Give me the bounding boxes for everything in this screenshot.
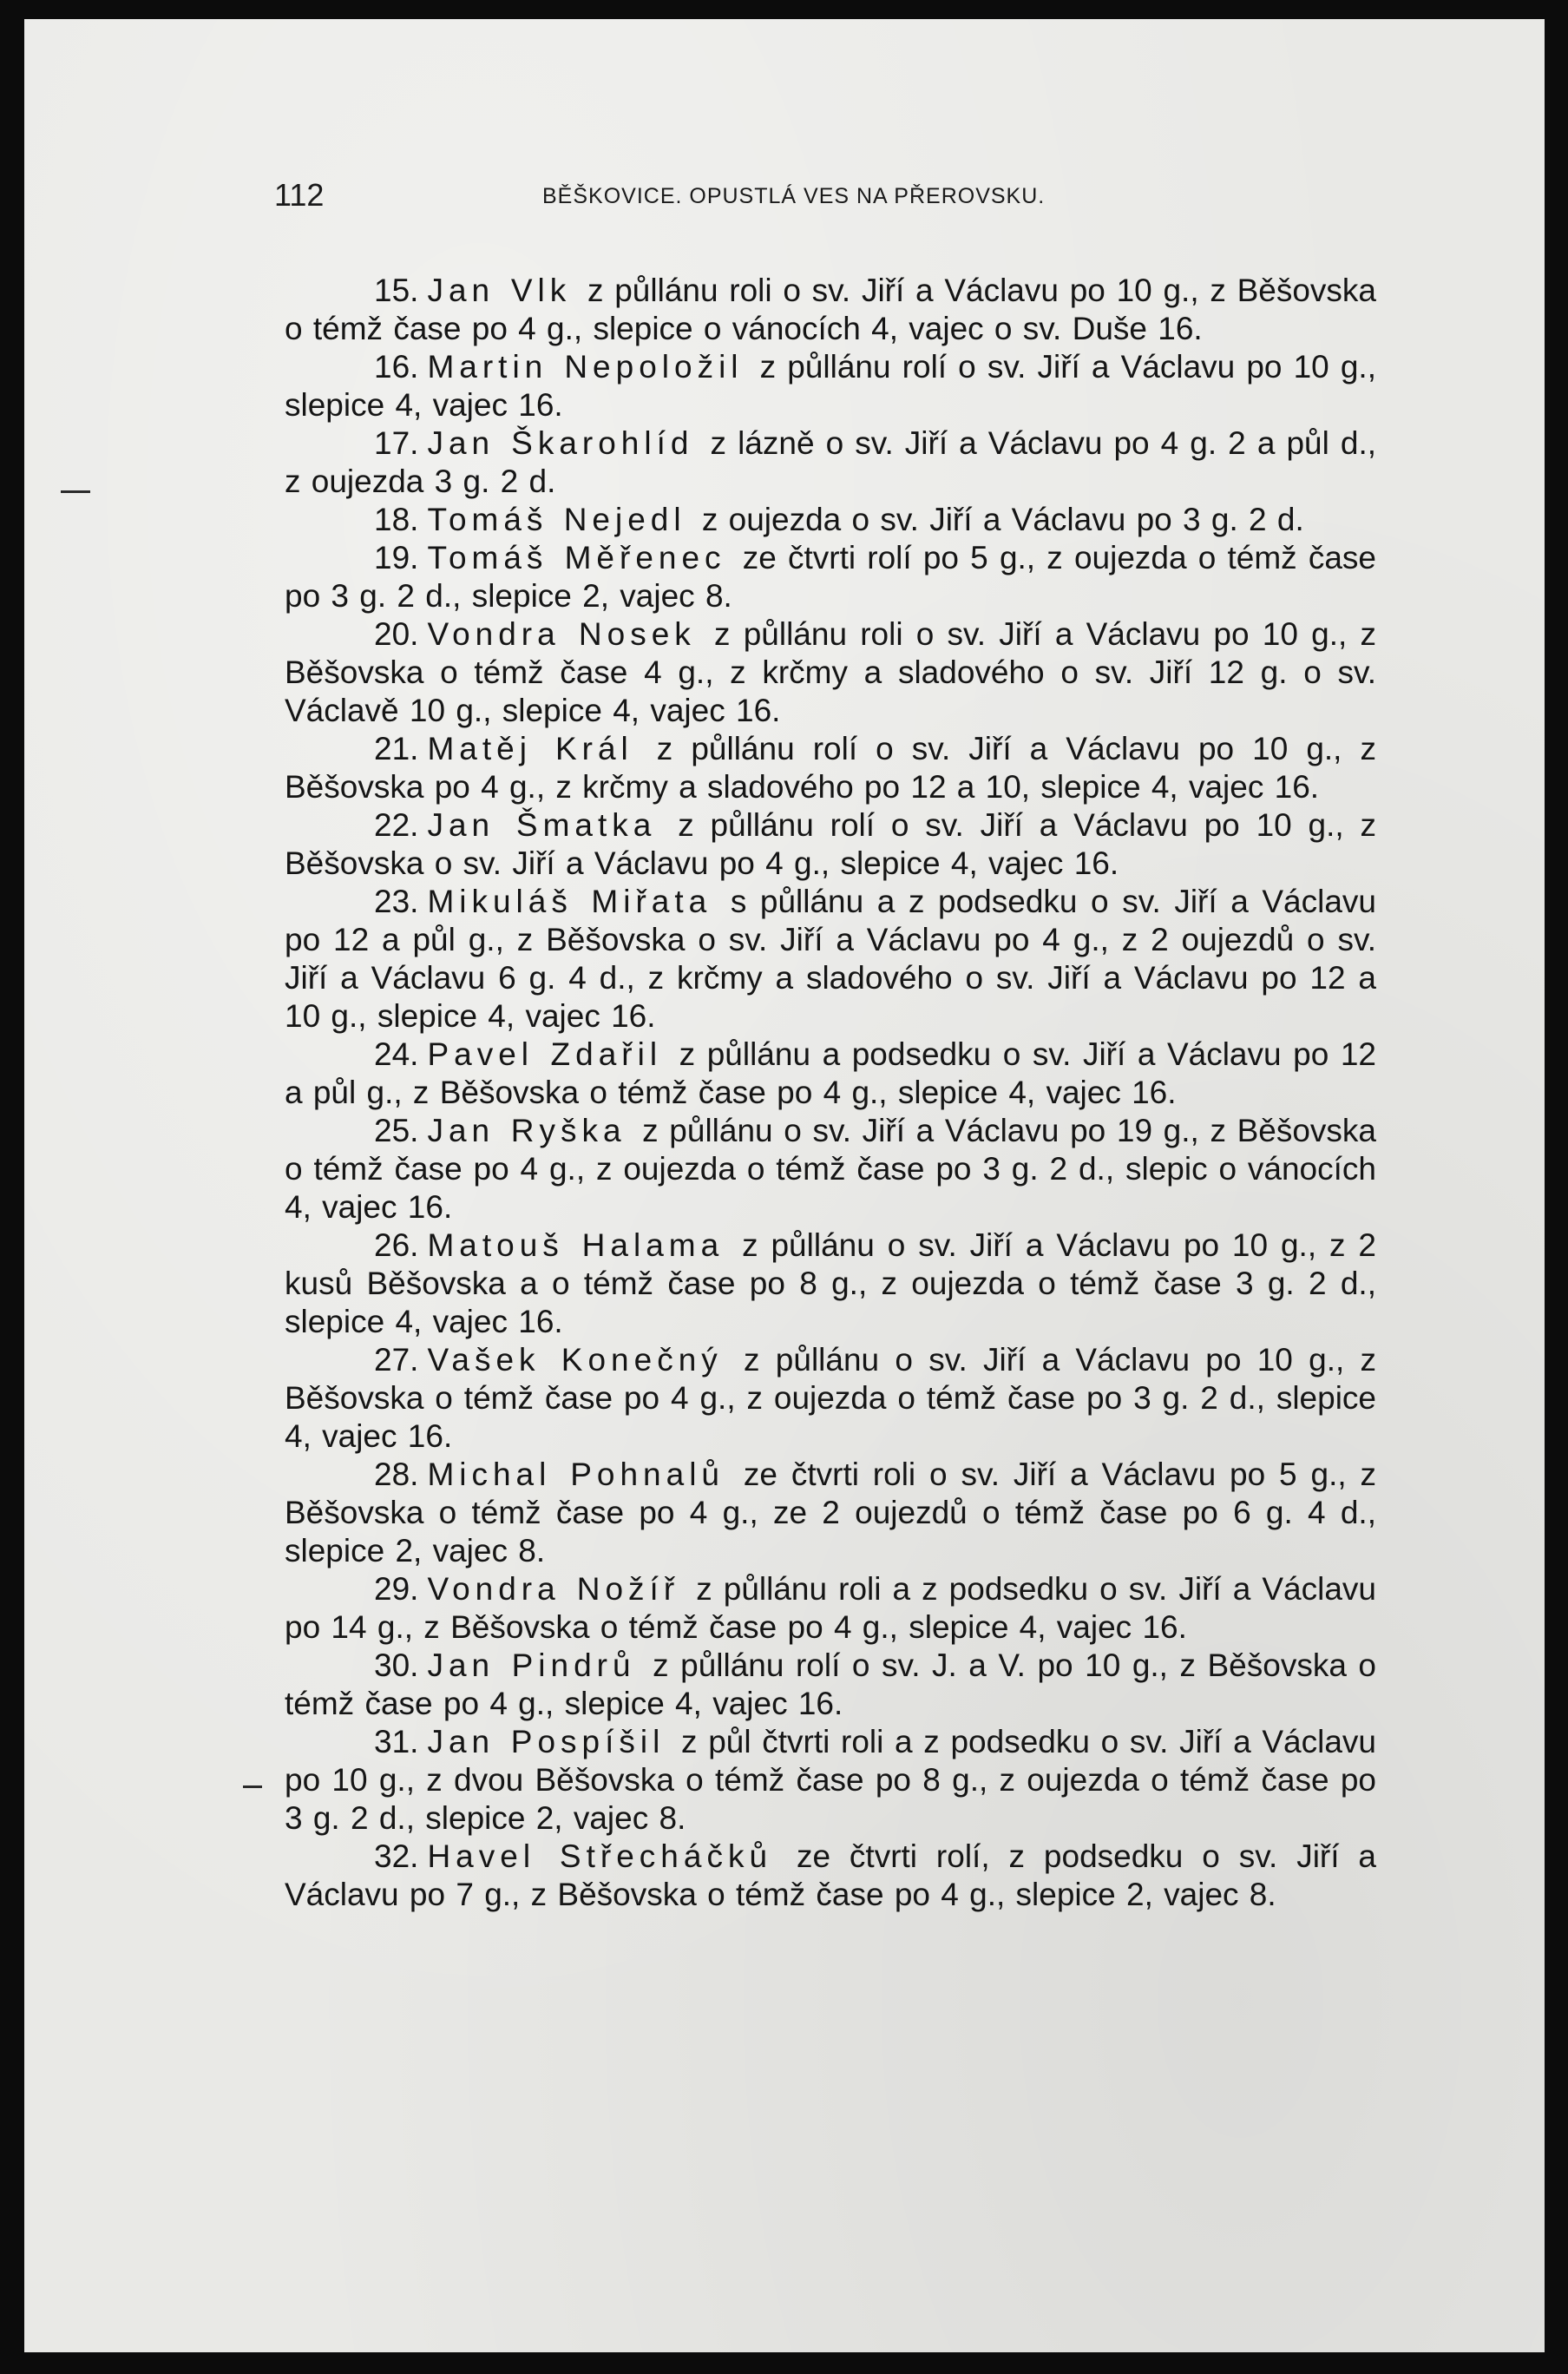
- entry-name: Matěj Král: [427, 731, 633, 766]
- entry-name: Martin Nepoložil: [427, 349, 744, 385]
- entry: [285, 272, 1376, 348]
- entry-number: 21.: [374, 731, 419, 766]
- entry-number: 26.: [374, 1227, 419, 1263]
- entry-text: z půllánu roli o sv. Jiří a Václavu po 10 g., z Běšovska o témž čase po 4 g., slepice o vánocích 4, vajec o sv. Duše 16.: [285, 273, 1377, 346]
- entry-number: 20.: [374, 616, 419, 652]
- entry: [285, 1570, 1376, 1647]
- entry: [285, 730, 1376, 806]
- entry-number: 17.: [374, 425, 419, 461]
- entry-name: Matouš Halama: [427, 1227, 725, 1263]
- entry: [285, 615, 1376, 730]
- entry-text: ze čtvrti roli o sv. Jiří a Václavu po 5 g., z Běšovska o témž čase po 4 g., ze 2 oujezdů o témž čase po 6 g. 4 d., slepice 2, vajec 8.: [285, 1457, 1377, 1568]
- entry: [285, 424, 1376, 501]
- entry-name: Jan Pindrů: [427, 1647, 636, 1683]
- entry-text: z půllánu o sv. Jiří a Václavu po 10 g., z Běšovska o témž čase po 4 g., z oujezda o témž čase po 3 g. 2 d., slepice 4, vajec 16.: [285, 1342, 1377, 1454]
- entry: [285, 501, 1376, 539]
- entry: [285, 1112, 1376, 1226]
- entry-list: [285, 272, 1376, 1914]
- entry: [285, 1226, 1376, 1341]
- entry: [285, 1647, 1376, 1723]
- margin-mark: [243, 1785, 262, 1788]
- entry-number: 29.: [374, 1571, 419, 1607]
- entry: [285, 1456, 1376, 1570]
- entry-number: 32.: [374, 1838, 419, 1874]
- entry-name: Havel Střecháčků: [427, 1838, 773, 1874]
- entry: [285, 539, 1376, 615]
- entry-text: ze čtvrti rolí po 5 g., z oujezda o témž čase po 3 g. 2 d., slepice 2, vajec 8.: [285, 540, 1376, 614]
- entry-number: 19.: [374, 540, 419, 575]
- entry-text: z oujezda o sv. Jiří a Václavu po 3 g. 2 d.: [701, 502, 1304, 537]
- entry-text: z půllánu o sv. Jiří a Václavu po 19 g., z Běšovska o témž čase po 4 g., z oujezda o témž čase po 3 g. 2 d., slepic o vánocích 4, vajec 16.: [285, 1113, 1376, 1225]
- entry-name: Vondra Nosek: [427, 616, 696, 652]
- entry-text: z půllánu a podsedku o sv. Jiří a Václavu po 12 a půl g., z Běšovska o témž čase po 4 g., slepice 4, vajec 16.: [285, 1036, 1377, 1110]
- entry-text: z půllánu o sv. Jiří a Václavu po 10 g., z 2 kusů Běšovska a o témž čase po 8 g., z oujezda o témž čase 3 g. 2 d., slepice 4, vajec 16.: [285, 1227, 1377, 1339]
- entry: [285, 1341, 1376, 1456]
- entry-text: z půllánu roli a z podsedku o sv. Jiří a Václavu po 14 g., z Běšovska o témž čase po 4 g., slepice 4, vajec 16.: [285, 1571, 1376, 1645]
- page-number: 112: [274, 177, 325, 213]
- entry-name: Tomáš Nejedl: [427, 502, 686, 537]
- entry: [285, 806, 1376, 883]
- entry-number: 15.: [374, 273, 419, 308]
- entry: [285, 1723, 1376, 1838]
- entry: [285, 1838, 1376, 1914]
- entry-number: 28.: [374, 1457, 419, 1492]
- entry-number: 24.: [374, 1036, 419, 1072]
- entry: [285, 348, 1376, 424]
- margin-mark: [61, 490, 90, 493]
- entry-text: z lázně o sv. Jiří a Václavu po 4 g. 2 a půl d., z oujezda 3 g. 2 d.: [285, 425, 1377, 499]
- entry-name: Michal Pohnalů: [427, 1457, 725, 1492]
- entry-name: Jan Ryška: [427, 1113, 627, 1148]
- entry: [285, 1036, 1376, 1112]
- entry-number: 27.: [374, 1342, 419, 1378]
- entry-text: z půllánu rolí o sv. J. a V. po 10 g., z Běšovska o témž čase po 4 g., slepice 4, vajec 16.: [285, 1647, 1377, 1721]
- entry-number: 31.: [374, 1724, 419, 1759]
- entry-number: 16.: [374, 349, 419, 385]
- entry-name: Jan Škarohlíd: [427, 425, 694, 461]
- entry-number: 22.: [374, 807, 419, 843]
- entry-number: 18.: [374, 502, 419, 537]
- entry-text: z půllánu roli o sv. Jiří a Václavu po 10 g., z Běšovska o témž čase 4 g., z krčmy a sladového o sv. Jiří 12 g. o sv. Václavě 10 g., slepice 4, vajec 16.: [285, 616, 1376, 728]
- entry-name: Vondra Nožíř: [427, 1571, 680, 1607]
- entry-number: 23.: [374, 884, 419, 919]
- entry-text: z půllánu rolí o sv. Jiří a Václavu po 10 g., z Běšovska po 4 g., z krčmy a sladového po 12 a 10, slepice 4, vajec 16.: [285, 731, 1376, 805]
- entry-number: 25.: [374, 1113, 419, 1148]
- entry-text: z půllánu rolí o sv. Jiří a Václavu po 10 g., slepice 4, vajec 16.: [285, 349, 1376, 423]
- entry-text: s půllánu a z podsedku o sv. Jiří a Václavu po 12 a půl g., z Běšovska o sv. Jiří a Václavu po 4 g., z 2 oujezdů o sv. Jiří a Václavu 6 g. 4 d., z krčmy a sladového o sv. Jiří a Václavu po 12 a 10 g., slepice 4, vajec 16.: [285, 884, 1376, 1034]
- entry-number: 30.: [374, 1647, 419, 1683]
- entry-text: z půl čtvrti roli a z podsedku o sv. Jiří a Václavu po 10 g., z dvou Běšovska o témž čase po 8 g., z oujezda o témž čase po 3 g. 2 d., slepice 2, vajec 8.: [285, 1724, 1376, 1836]
- entry-name: Tomáš Měřenec: [427, 540, 726, 575]
- entry-text: z půllánu rolí o sv. Jiří a Václavu po 10 g., z Běšovska o sv. Jiří a Václavu po 4 g., slepice 4, vajec 16.: [285, 807, 1377, 881]
- entry-text: ze čtvrti rolí, z podsedku o sv. Jiří a Václavu po 7 g., z Běšovska o témž čase po 4 g., slepice 2, vajec 8.: [285, 1838, 1376, 1912]
- entry-name: Mikuláš Miřata: [427, 884, 712, 919]
- entry-name: Jan Vlk: [427, 273, 572, 308]
- entry-name: Vašek Konečný: [427, 1342, 723, 1378]
- entry: [285, 883, 1376, 1036]
- running-head: BĚŠKOVICE. OPUSTLÁ VES NA PŘEROVSKU.: [542, 184, 1046, 208]
- entry-name: Pavel Zdařil: [427, 1036, 663, 1072]
- entry-name: Jan Pospíšil: [427, 1724, 666, 1759]
- entry-name: Jan Šmatka: [427, 807, 657, 843]
